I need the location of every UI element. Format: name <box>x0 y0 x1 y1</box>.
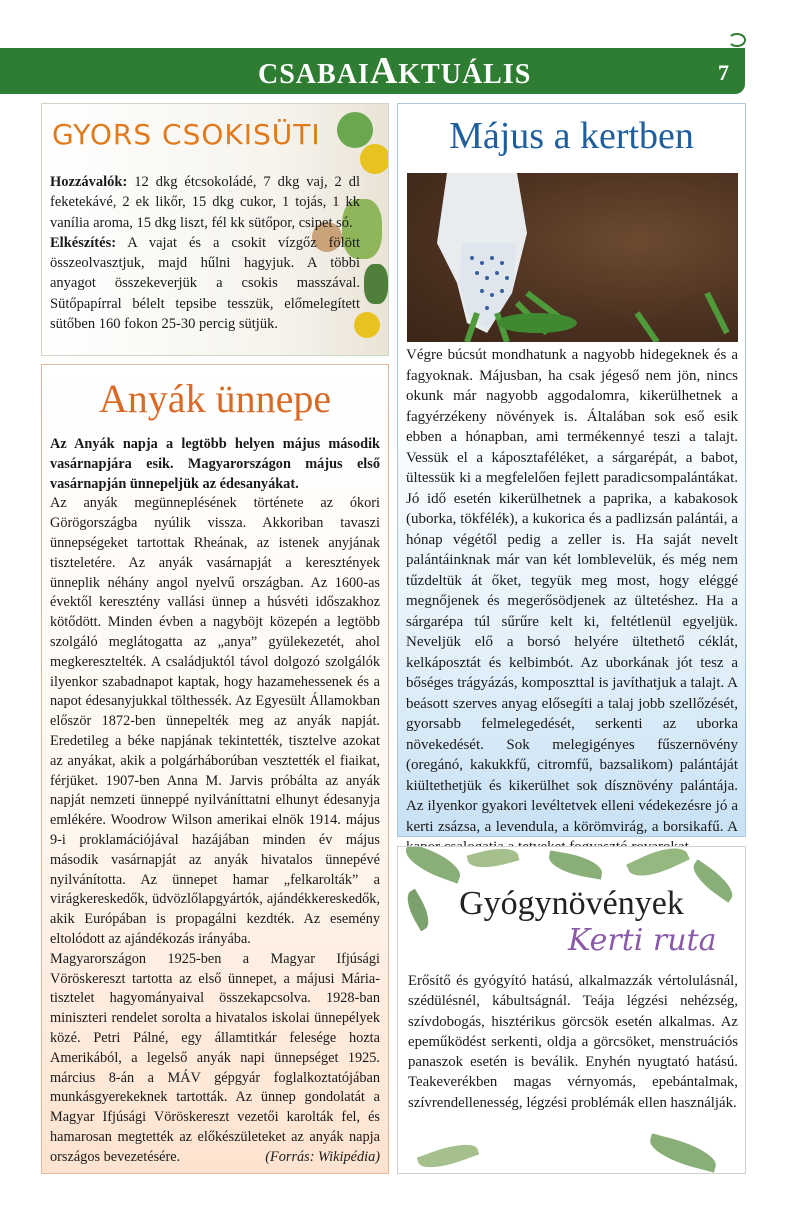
vegetable-decoration-icon <box>360 144 389 174</box>
source-note: (Forrás: Wikipédia) <box>265 1148 380 1165</box>
leaf-decoration-icon <box>401 846 465 884</box>
leaf-decoration-icon <box>417 1137 480 1174</box>
page-number: 7 <box>718 60 729 85</box>
swirl-icon <box>728 33 746 47</box>
article-body: Erősítő és gyógyító hatású, alkalmazzák vértolulásnál, szédülésnél, kábultságnál. Teája légzési nehézség, szívdobogás, hisztérikus görcsök esetén alkalmas. Az epeműködést serkenti, oldja a görcsöket, menstruációs panaszok esetén is beválik. Enyhén nyugtató hatású. Teakeverékben magas vérnyomás, epebántalmak, szívrendellenesség, légzési problémák ellen használják. <box>408 973 738 1111</box>
garden-article <box>397 103 746 837</box>
article-title: Gyógynövények <box>459 885 684 922</box>
article-title: Május a kertben <box>449 115 694 157</box>
recipe-box <box>41 103 389 356</box>
mothers-day-article <box>41 364 389 1174</box>
vegetable-decoration-icon <box>337 112 373 148</box>
brand-logo: CSABAIAKTUÁLIS <box>258 50 532 92</box>
article-body: Az Anyák napja a legtöbb helyen május második vasárnapjára esik. Magyarországon május első vasárnapján ünnepeljük az édesanyákat. Az anyák megünneplésének története az ókori Görögországba nyúlik vissza. Akkoriban tavaszi ünnepségeket tartottak Rheának, az istenek anyjának tiszteletére. Az anyák vasárnapját a keresztények ünneplik néhány angol nyelvű országban. Az 1600-as évektől keresztény vallási ünnep a húsvéti időszakhoz kötődött. Minden évben a nagyböjt közepén a legtöbb szolgáló meglátogatta az „anya” gyülekezetét, ahol megkeresztelték. A családjuktól távol dolgozó szolgálók ilyenkor szabadnapot kaptak, hogy hazamehessenek és a napot édesanyjukkal tölthessék. Az Egyesült Államokban először 1872-ben ünnepelték meg az anyák napját. Eredetileg a béke napjának tekintették, tisztelve azokat az anyákat, akik a polgárháborúban vesztették el fiaikat, férjüket. 1907-ben Anna M. Jarvis próbálta az anyák napját nemzeti ünneppé nyilváníttatni elhunyt édesanyja emlékére. Woodrow Wilson amerikai elnök 1914. május 9-i proklamációjával hazájában minden év május második vasárnapját az anyák hivatalos ünnepévé nyilvánította. Az ünnepet hamar „felkarolták” a virágkereskedők, üdvözlőlapgyártók, ajándékkereskedők, akik Európában is propagálni kezdték. Az esemény eltolódott az ajándékozás irányába. Magyarországon 1925-ben a Magyar Ifjúsági Vöröskereszt tartotta az első ünnepet, a májusi Mária-tisztelet hagyományaival összekapcsolva. 1928-ban miniszteri rendelet sorolta a hivatalos iskolai ünnepélyek közé. Petri Pálné, egy államtitkár felesége hozta Amerikából, a legelső anyák napi ünnepséget 1925. március 8-án a MÁV gépgyár foglalkoztatójában munkásgyerekeknek tartották. Az ünnep gondolatát a Magyar Ifjúsági Vöröskereszt vezetői karolták fel, és hamarosan megtették az előkészületeket az anyák napja országos bevezetésére. (Forrás: Wikipédia) <box>50 435 380 1167</box>
vegetable-decoration-icon <box>364 264 388 304</box>
leaf-decoration-icon <box>467 846 520 873</box>
leaf-decoration-icon <box>626 846 690 885</box>
recipe-title: GYORS CSOKISÜTI <box>52 118 321 151</box>
leaf-decoration-icon <box>547 850 605 879</box>
leaf-decoration-icon <box>646 1133 719 1172</box>
article-title: Anyák ünnepe <box>98 376 332 421</box>
herbs-article <box>397 846 746 1174</box>
recipe-text: Hozzávalók: 12 dkg étcsokoládé, 7 dkg vaj, 2 dl feketekávé, 2 ek likőr, 15 dkg cukor, 1 tojás, 1 kk vanília aroma, 15 dkg liszt, fél kk sütőpor, csipet só. Elkészítés: A vajat és a csokit vízgőz fölött összeolvasztjuk, majd hűlni hagyjuk. A többi anyagot összekeverjük a csokis masszával. Sütőpapírral bélelt tepsibe tesszük, előmelegített sütőben 160 fokon 25-30 percig sütjük. <box>50 174 360 333</box>
article-subtitle: Kerti ruta <box>568 923 717 958</box>
gardening-glove-icon <box>407 173 738 342</box>
garden-photo <box>407 173 738 342</box>
article-body: Végre búcsút mondhatunk a nagyobb hidegeknek és a fagyoknak. Májusban, ha csak jégeső nem jön, nincs okunk már nagyobb aggodalomra, kikerülhetnek a fagyérzékeny növények is. Általában sok eső esik ebben a hónapban, ami termékennyé teszi a talajt. Vessük el a káposztaféléket, a sárgarépát, a babot, ültessük ki a megfelelően fejlett paradicsompalántákat. Jó idő esetén kikerülhetnek a paprika, a kabakosok (uborka, tökfélék), a kukorica és a padlizsán palántái, a hónap végétől pedig a zeller is. Ha saját nevelt palántáinknak már van két lomblevelük, és még nem tűzdeltük át őket, tegyük meg most, hogy eléggé megnőjenek és megerősödjenek az ültetéshez. Ha a sárgarépa túl sűrűre kelt ki, feltétlenül egyeljük. Neveljük elő a borsó helyére ültethető céklát, kelkáposztát és kelbimbót. Az uborkának jót tesz a bőséges trágyázás, komposzttal is javíthatjuk a talajt. A beásott szerves anyag elősegíti a talaj jobb szellőzését, gyorsabb felmelegedését, serkenti az uborka növekedését. Sok melegigényes fűszernövény (oregánó, kakukkfű, citromfű, bazsalikom) palántáját kiültethetjük és kikerülhet sok dísznövény palántája. Az ilyenkor gyakori levéltetvek elleni védekezésre jó a kerti zsázsa, a levendula, a körömvirág, a borsikafű. A <box>406 347 738 835</box>
